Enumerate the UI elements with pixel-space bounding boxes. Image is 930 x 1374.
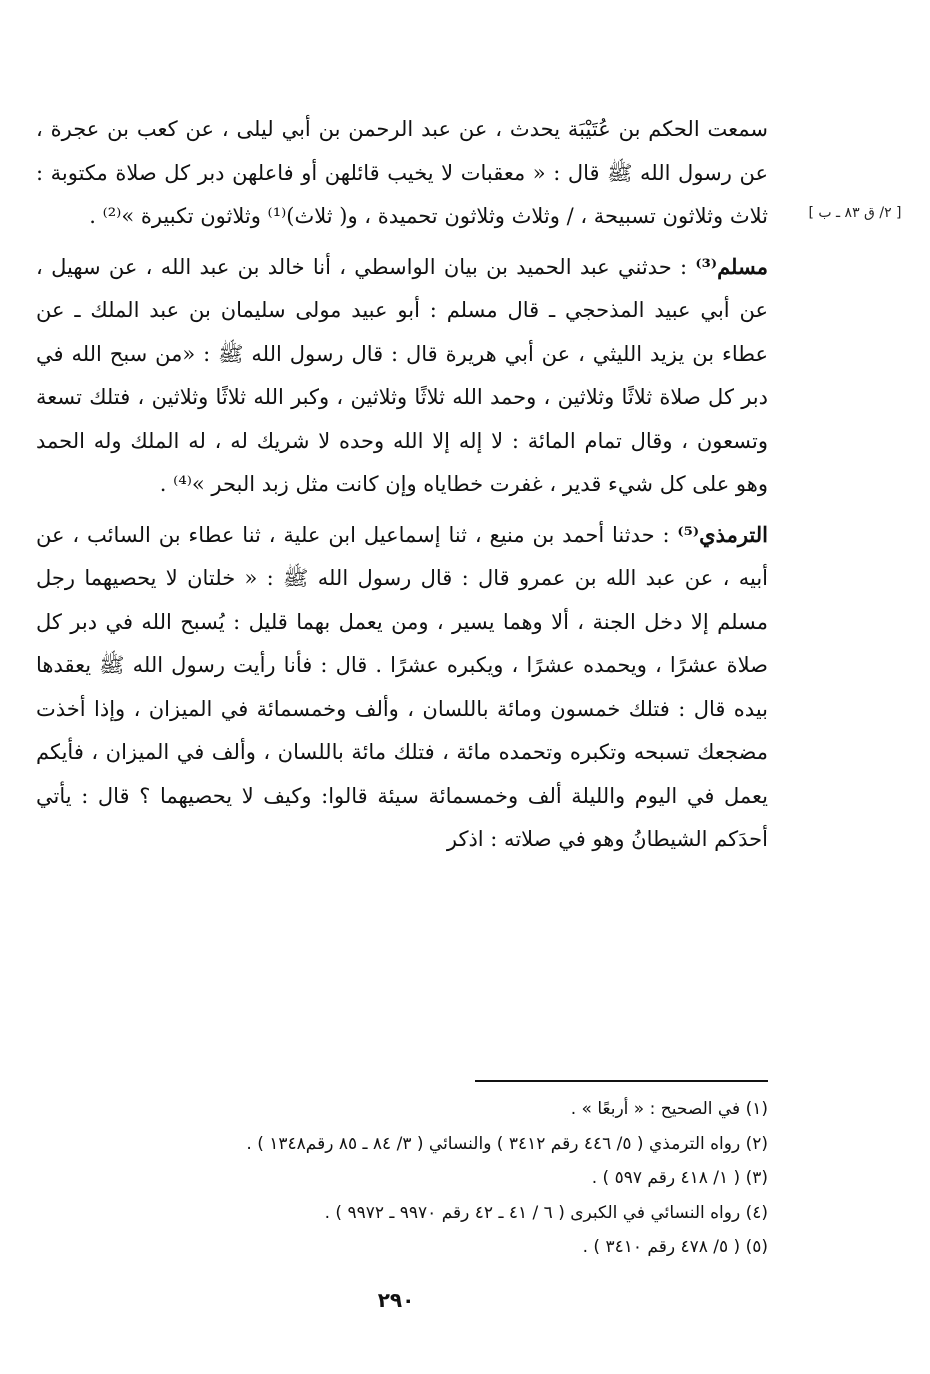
footnotes (140, 1092, 768, 1265)
manuscript-folio-reference: [ ٢/ ق ٨٣ ـ ب ] (808, 205, 902, 221)
paragraph-2-source: مسلم⁽³⁾ (695, 253, 768, 279)
footnote-separator (475, 1080, 768, 1082)
footnote-1: (١) في الصحيح : « أربعًا » . (570, 1099, 768, 1119)
paragraph-2 (36, 245, 768, 507)
paragraph-3-text: : حدثنا أحمد بن منيع ، ثنا إسماعيل ابن علية ، ثنا عطاء بن السائب ، عن أبيه ، عن عبد الله بن عمرو قال : قال رسول الله ﷺ : « خلتان لا يحصيهما رجل مسلم إلا دخل الجنة ، ألا وهما يسير ، ومن يعمل بهما قليل : يُسبح الله في دبر كل صلاة عشرًا ، ويحمده عشرًا ، ويكبره عشرًا . قال : فأنا رأيت رسول الله ﷺ يعقدها بيده قال : فتلك خمسون ومائة باللسان ، وألف وخمسمائة في الميزان ، وإذا أخذت مضجعك تسبحه وتكبره وتحمده مائة ، فتلك مائة باللسان ، وألف في الميزان ، فأيكم يعمل في اليوم والليلة ألف وخمسمائة سيئة قالوا: وكيف لا يحصيهما ؟ قال : يأتي أحدَكم الشيطانُ وهو في صلاته : اذكر (36, 522, 768, 851)
footnote-3: (٣) ( ١/ ٤١٨ رقم ٥٩٧ ) . (591, 1168, 768, 1188)
footnote-5: (٥) ( ٥/ ٤٧٨ رقم ٣٤١٠ ) . (582, 1237, 768, 1257)
footnote-4: (٤) رواه النسائي في الكبرى ( ٦ / ٤١ ـ ٤٢ رقم ٩٩٧٠ ـ ٩٩٧٢ ) . (324, 1202, 768, 1223)
paragraph-3 (36, 513, 768, 862)
paragraph-1-text: سمعت الحكم بن عُتَيْبَة يحدث ، عن عبد الرحمن بن أبي ليلى ، عن كعب بن عجرة ، عن رسول الله ﷺ قال : « معقبات لا يخيب قائلهن أو فاعلهن دبر كل صلاة مكتوبة : ثلاث وثلاثون تسبيحة ، / وثلاث وثلاثون تحميدة ، و( ثلاث)⁽¹⁾ وثلاثون تكبيرة »⁽²⁾ . (36, 117, 768, 228)
footnote-2: (٢) رواه الترمذي ( ٥/ ٤٤٦ رقم ٣٤١٢ ) والنسائي ( ٣/ ٨٤ ـ ٨٥ رقم١٣٤٨ ) . (246, 1133, 768, 1154)
paragraph-2-text: : حدثني عبد الحميد بن بيان الواسطي ، أنا خالد بن عبد الله ، عن سهيل ، عن أبي عبيد المذحجي ـ قال مسلم : أبو عبيد مولى سليمان بن عبد الملك ـ عن عطاء بن يزيد الليثي ، عن أبي هريرة قال : قال رسول الله ﷺ : «من سبح الله في دبر كل صلاة ثلاثًا وثلاثين ، وحمد الله ثلاثًا وثلاثين ، وكبر الله ثلاثًا وثلاثين ، فتلك تسعة وتسعون ، وقال تمام المائة : لا إله إلا الله وحده لا شريك له ، له الملك وله الحمد وهو على كل شيء قدير ، غفرت خطاياه وإن كانت مثل زبد البحر »⁽⁴⁾ . (36, 254, 768, 496)
paragraph-1 (36, 108, 768, 239)
main-text (36, 108, 768, 862)
paragraph-3-source: الترمذي⁽⁵⁾ (677, 521, 768, 547)
page-number: ٢٩٠ (377, 1288, 415, 1312)
